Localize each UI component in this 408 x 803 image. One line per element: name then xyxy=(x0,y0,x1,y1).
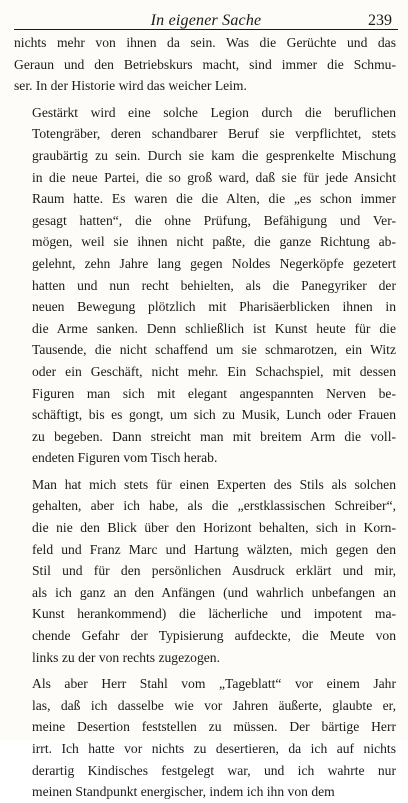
text-line: Raum hatte. Es waren die die Alten, die „es schon immer xyxy=(32,191,396,207)
text-line: oder ein Geschäft, nicht mehr. Ein Schachspiel, mit dessen xyxy=(32,363,396,379)
text-line: in die neue Partei, die so groß ward, daß sie für jede Ansicht xyxy=(32,169,396,185)
text-line: die Arme sanken. Denn schließlich ist Kunst heute für die xyxy=(32,320,396,336)
paragraph xyxy=(14,102,396,469)
text-line: mögen, weil sie ihnen nicht paßte, die ganze Richtung ab- xyxy=(32,234,396,250)
text-line: endeten Figuren vom Tisch herab. xyxy=(32,450,218,466)
running-title: In eigener Sache xyxy=(150,12,262,29)
text-line: als ich ganz an den Anfängen (und wahrlich unbefangen an xyxy=(32,584,396,600)
text-line: links zu der von rechts zugezogen. xyxy=(32,649,220,665)
text-line: Man hat mich stets für einen Experten des Stils als solchen xyxy=(32,476,396,492)
text-line: las, daß ich dasselbe wie vor Jahren äußerte, glaubte er, xyxy=(32,697,396,713)
text-line: Tausende, die nicht schaffend um sie schmarotzen, ein Witz xyxy=(32,342,396,358)
page-number: 239 xyxy=(368,12,392,29)
body-text xyxy=(14,32,396,803)
paragraph xyxy=(14,474,396,668)
paragraph xyxy=(14,673,396,803)
text-line: Geraun und den Betriebskurs macht, sind immer die Schmu- xyxy=(14,56,396,72)
text-line: die nie den Blick über den Horizont behalten, sich in Korn- xyxy=(32,520,396,536)
text-line: neuen Bewegung plötzlich mit Pharisäerblicken ihnen in xyxy=(32,299,396,315)
text-line: graubärtig zu sein. Durch sie kam die gesprenkelte Mischung xyxy=(32,147,396,163)
text-line: Stil und für den persönlichen Ausdruck erklärt und mir, xyxy=(32,563,396,579)
text-line: Kunst herankommend) die lächerliche und impotent ma- xyxy=(32,606,396,622)
header-rule xyxy=(14,29,398,30)
text-line: schäftigt, bis es gongt, um sich zu Musik, Lunch oder Frauen xyxy=(32,407,396,423)
text-line: Figuren man sich mit elegant angespannten Nerven be- xyxy=(32,385,396,401)
text-line: gehalten, aber ich habe, als die „erstklassischen Schreiber“, xyxy=(32,498,396,514)
text-line: gesagt hatten“, die ohne Prüfung, Befähigung und Ver- xyxy=(32,212,396,228)
text-line: meinen Standpunkt energischer, indem ich ihn von dem xyxy=(32,784,335,800)
text-line: Als aber Herr Stahl vom „Tageblatt“ vor einem Jahr xyxy=(32,676,396,692)
text-line: Totengräber, deren schandbarer Beruf sie verpflichtet, stets xyxy=(32,126,396,142)
text-line: irrt. Ich hatte vor nichts zu desertieren, da ich auf nichts xyxy=(32,741,396,756)
text-line: hatten und nun recht behielten, als die Panegyriker der xyxy=(32,277,396,293)
text-line: chende Gefahr der Typisierung aufdeckte, die Meute von xyxy=(32,628,396,644)
text-line: gelehnt, zehn Jahre lang gegen Noldes Negerköpfe gezetert xyxy=(32,255,396,271)
text-line: meine Desertion feststellen zu müssen. Der bärtige Herr xyxy=(32,719,396,735)
text-line: feld und Franz Marc und Hartung wälzten, mich gegen den xyxy=(32,541,396,557)
paragraph xyxy=(14,32,396,97)
text-line: derartig Kindisches festgelegt war, und ich wahrte nur xyxy=(32,762,396,778)
text-line: nichts mehr von ihnen da sein. Was die Gerüchte und das xyxy=(14,35,396,50)
text-line: ser. In der Historie wird das weicher Leim. xyxy=(14,78,247,94)
text-line: Gestärkt wird eine solche Legion durch die beruflichen xyxy=(32,104,396,120)
text-line: zu begeben. Dann streicht man mit breitem Arm die voll- xyxy=(32,428,396,444)
